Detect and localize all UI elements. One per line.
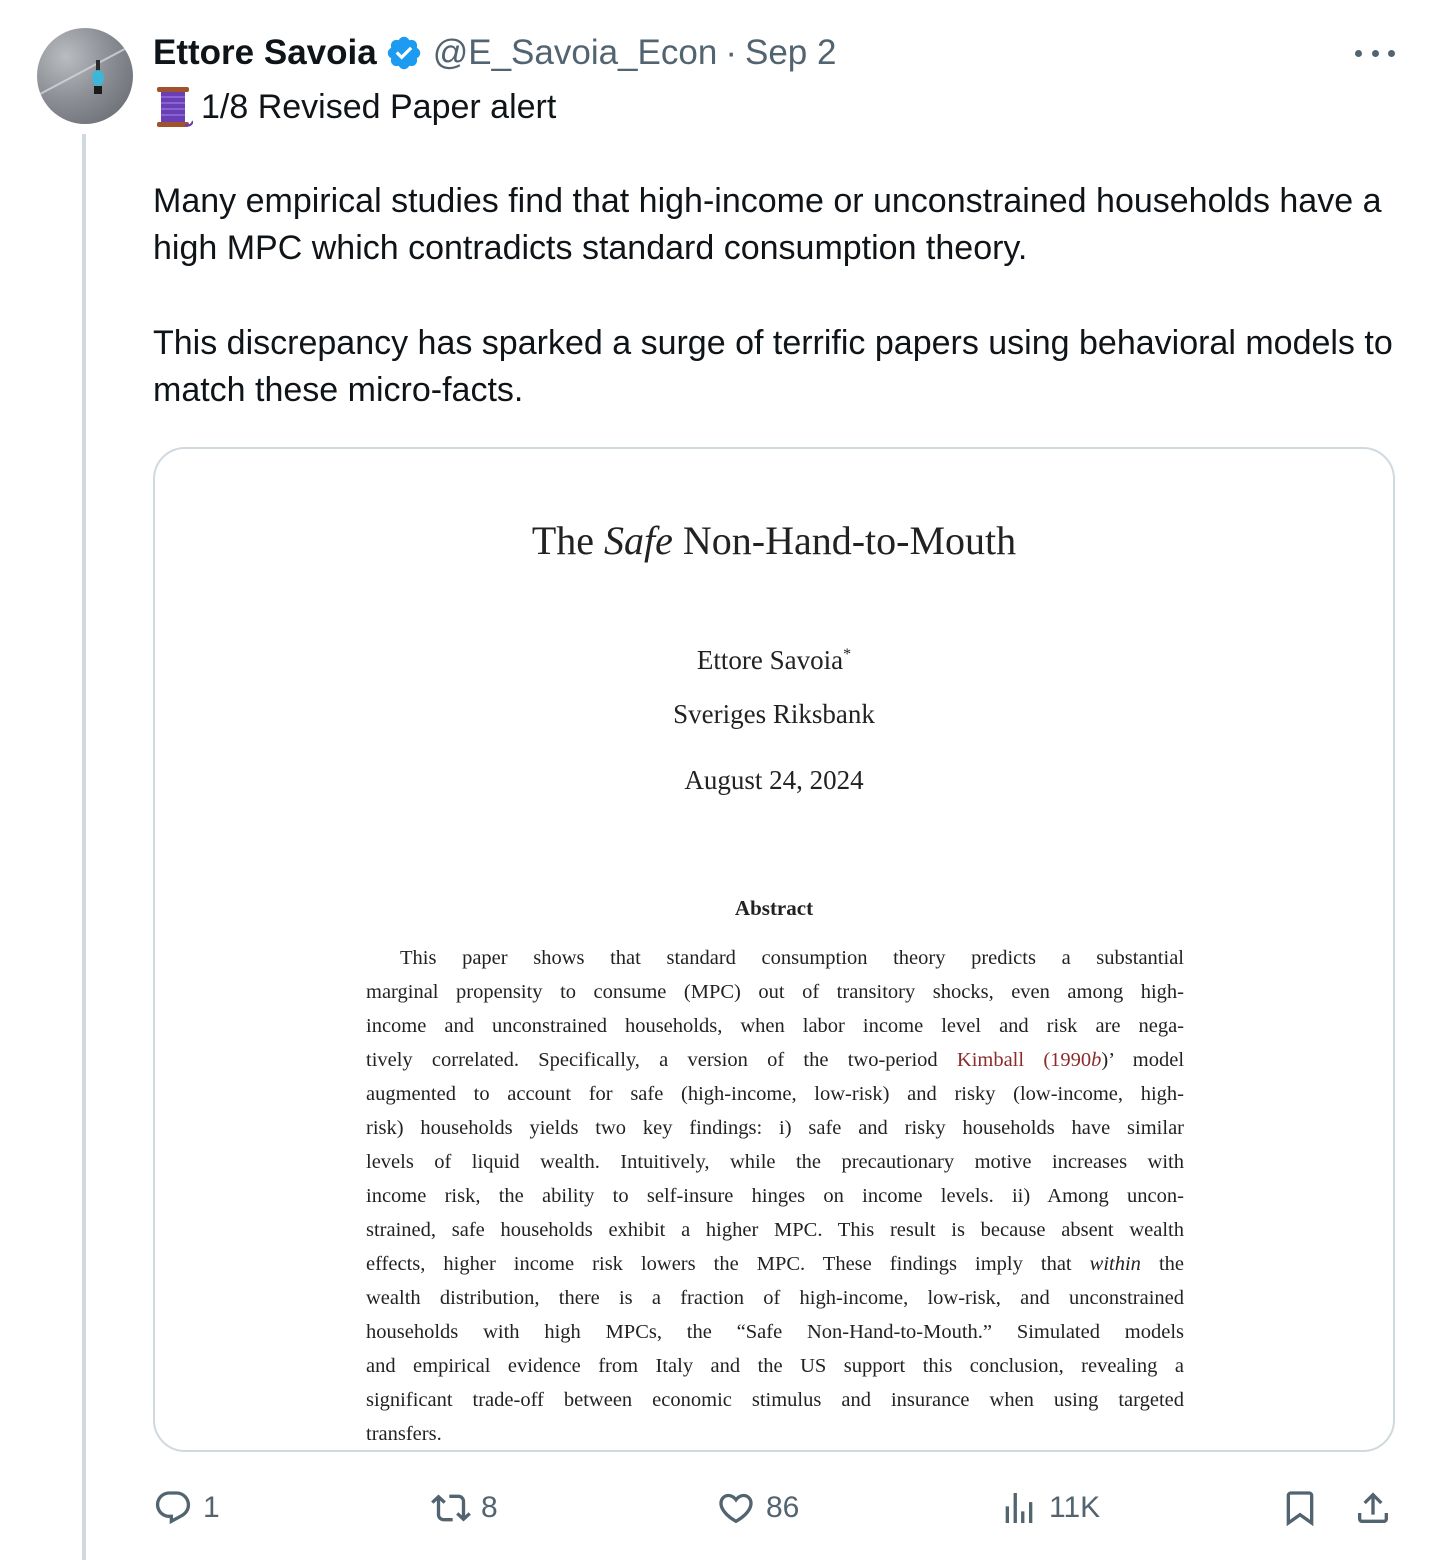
first-line-text: 1/8 Revised Paper alert: [201, 87, 557, 126]
abstract-line: This paper shows that standard consumption theory predicts a substantial: [400, 947, 1184, 969]
avatar-streak: [37, 40, 133, 98]
reply-icon: [153, 1488, 193, 1528]
repost-icon: [431, 1488, 471, 1528]
paper-affiliation: Sveriges Riksbank: [673, 699, 875, 729]
abstract-line: wealth distribution, there is a fraction of high-income, low-risk, and unconstrained: [366, 1287, 1184, 1309]
verified-badge-icon[interactable]: [385, 34, 423, 72]
paper-author: Ettore Savoia*: [696, 645, 852, 675]
abstract-line: risk) households yields two key findings: i) safe and risky households have similar: [366, 1117, 1184, 1139]
abstract-line: levels of liquid wealth. Intuitively, while the precautionary motive increases with: [366, 1151, 1184, 1173]
repost-button[interactable]: [431, 1480, 498, 1536]
abstract-line: strained, safe households exhibit a higher MPC. This result is because absent wealth: [366, 1219, 1184, 1241]
tweet-body: [153, 178, 1403, 414]
paper-screenshot: [155, 449, 1393, 1450]
abstract-line: transfers.: [366, 1423, 442, 1445]
citation-link[interactable]: Kimball (1990b: [956, 1049, 1102, 1071]
views-button[interactable]: [999, 1480, 1100, 1536]
abstract-line: marginal propensity to consume (MPC) out of transitory shocks, even among high-: [366, 981, 1184, 1003]
analytics-icon: [999, 1488, 1039, 1528]
abstract-line: augmented to account for safe (high-income, low-risk) and risky (low-income, high-: [366, 1083, 1184, 1105]
author-avatar[interactable]: [37, 28, 133, 124]
abstract-heading: Abstract: [734, 896, 814, 920]
abstract-line: effects, higher income risk lowers the MPC. These findings imply that within the: [366, 1253, 1184, 1275]
abstract-body: [366, 941, 1184, 1451]
like-button[interactable]: [716, 1480, 799, 1536]
bookmark-button[interactable]: [1280, 1480, 1320, 1536]
abstract-line: and empirical evidence from Italy and the US support this conclusion, revealing a: [366, 1355, 1184, 1377]
bookmark-icon: [1280, 1488, 1320, 1528]
avatar-figure: [91, 60, 105, 94]
abstract-line: income risk, the ability to self-insure hinges on income levels. ii) Among uncon-: [366, 1185, 1184, 1207]
thread-spool-icon: [153, 85, 193, 129]
heart-icon: [716, 1488, 756, 1528]
abstract-line: income and unconstrained households, when labor income level and risk are nega-: [366, 1015, 1184, 1037]
abstract-line: households with high MPCs, the “Safe Non-Hand-to-Mouth.” Simulated models: [366, 1321, 1184, 1343]
attached-image-card[interactable]: [153, 447, 1395, 1452]
tweet-date[interactable]: Sep 2: [744, 33, 837, 72]
author-name[interactable]: Ettore Savoia: [153, 33, 377, 72]
repost-count: 8: [481, 1491, 498, 1524]
tweet-header: [153, 28, 836, 78]
reply-count: 1: [203, 1491, 220, 1524]
abstract-line: significant trade-off between economic stimulus and insurance when using targeted: [366, 1389, 1184, 1411]
paper-date: August 24, 2024: [684, 765, 864, 795]
author-handle[interactable]: @E_Savoia_Econ: [432, 33, 718, 72]
abstract-line: tively correlated. Specifically, a version of the two-period Kimball (1990b)’ model: [366, 1049, 1185, 1071]
tweet-paragraph: Many empirical studies find that high-income or unconstrained households have a high MPC which contradicts standard consumption theory.: [153, 182, 1382, 267]
paper-title: The Safe Non-Hand-to-Mouth: [531, 518, 1017, 563]
more-options-icon[interactable]: [1355, 38, 1395, 68]
reply-button[interactable]: [153, 1480, 220, 1536]
tweet-actions: [153, 1480, 1395, 1536]
like-count: 86: [766, 1491, 800, 1524]
share-button[interactable]: [1353, 1480, 1393, 1536]
separator-dot: ·: [725, 33, 737, 72]
tweet-first-line: [153, 84, 556, 130]
tweet-paragraph: This discrepancy has sparked a surge of terrific papers using behavioral models to match these micro-facts.: [153, 324, 1393, 409]
views-count: 11K: [1049, 1491, 1101, 1524]
thread-line: [82, 134, 86, 1560]
share-icon: [1353, 1488, 1393, 1528]
